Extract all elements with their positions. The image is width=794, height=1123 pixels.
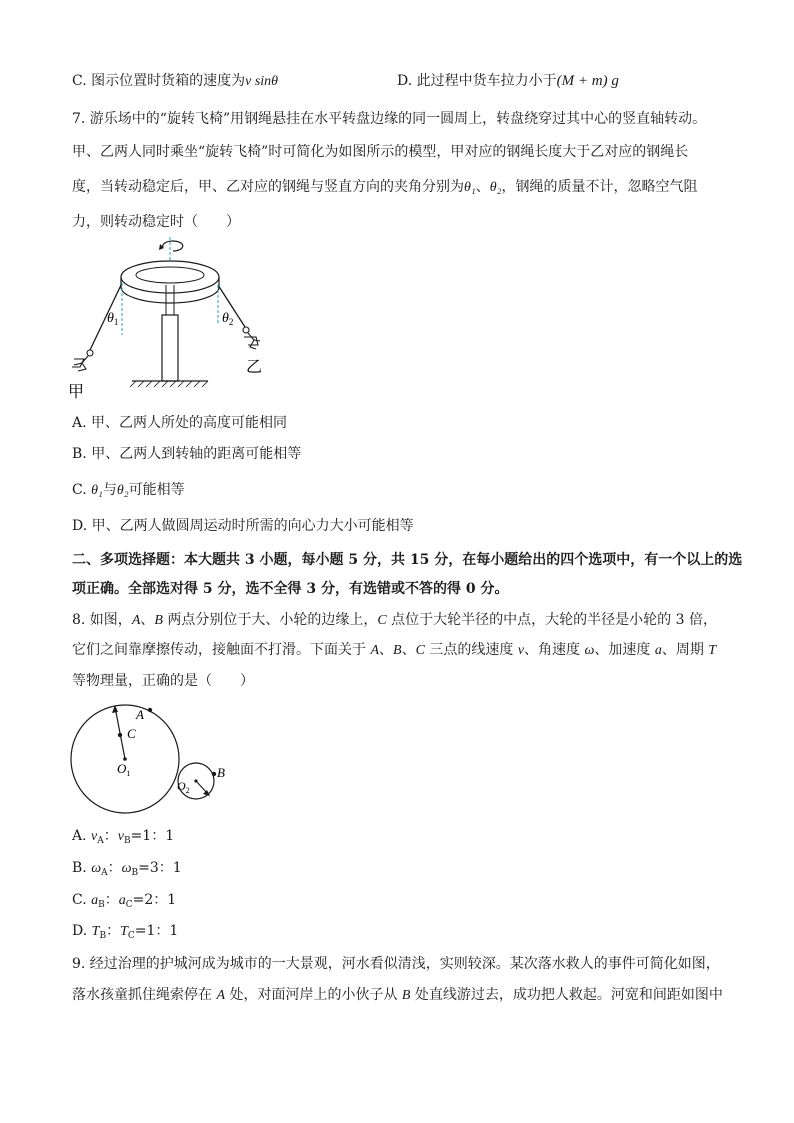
- person-jia-label: 甲: [68, 384, 85, 401]
- theta1-label: $\theta_1$: [107, 311, 119, 327]
- q8-option-a: A. $v_A$：$v_B=1$：1: [72, 828, 175, 846]
- q7-theta2: θ₂: [489, 180, 502, 195]
- section2-header-line-1: 二、多项选择题：本大题共 3 小题，每小题 5 分，共 15 分，在每小题给出的四个选项中，有一个以上的选: [72, 552, 743, 568]
- theta2-label: $\theta_2$: [222, 311, 234, 327]
- person-yi-icon: [243, 327, 260, 349]
- person-jia-icon: [72, 350, 93, 371]
- q9-stem-line-1: 9. 经过治理的护城河成为城市的一大景观，河水看似清浅，实则较深。某次落水救人的事件可简化如图，: [72, 956, 720, 972]
- rotation-arrow-icon: [163, 241, 183, 251]
- q8-option-b: B. $\omega_A$：$\omega_B=3$：1: [72, 860, 182, 878]
- label-o2: $O_2$: [177, 779, 190, 795]
- q6-option-d: D. 此过程中货车拉力小于(M + m) g: [397, 73, 619, 89]
- point-b: [212, 772, 216, 776]
- q9-stem-line-2: 落水孩童抓住绳索停在 A 处，对面河岸上的小伙子从 B 处直线游过去，成功把人救起。河宽和间距如图中: [72, 987, 723, 1003]
- central-column: [162, 315, 178, 381]
- q7-option-d: D. 甲、乙两人做圆周运动时所需的向心力大小可能相等: [72, 518, 414, 534]
- q7-stem-line-4: 力，则转动稳定时（ ）: [72, 214, 240, 230]
- q8-stem-line-1: 8. 如图，A、B 两点分别位于大、小轮的边缘上，C 点位于大轮半径的中点，大轮的半径是小轮的 3 倍，: [72, 612, 717, 628]
- label-a: A: [136, 707, 144, 722]
- q6-option-c-formula: v sinθ: [245, 74, 279, 89]
- q7-theta1: θ₁: [464, 180, 476, 195]
- person-yi-label: 乙: [246, 359, 263, 376]
- section2-header-line-2: 项正确。全部选对得 5 分，选不全得 3 分，有选错或不答的得 0 分。: [72, 581, 509, 597]
- q7-option-a: A. 甲、乙两人所处的高度可能相同: [72, 415, 288, 431]
- q7-option-b: B. 甲、乙两人到转轴的距离可能相等: [72, 446, 302, 462]
- q8-stem-line-2: 它们之间靠摩擦传动，接触面不打滑。下面关于 A、B、C 三点的线速度 v、角速度 ω、加速度 a、周期 T: [72, 642, 717, 658]
- point-o2: [194, 779, 197, 782]
- q7-stem-line-2: 甲、乙两人同时乘坐“旋转飞椅”时可简化为如图所示的模型，甲对应的钢绳长度大于乙对应的钢绳长: [72, 144, 689, 160]
- q8-option-d: D. $T_B$：$T_C=1$：1: [72, 923, 179, 941]
- label-c: C: [127, 726, 136, 741]
- label-o1: $O_1$: [117, 761, 131, 778]
- point-a: [148, 708, 152, 712]
- label-b: B: [217, 765, 225, 780]
- q7-stem-line-3: 度，当转动稳定后，甲、乙对应的钢绳与竖直方向的夹角分别为θ₁、θ₂，钢绳的质量不计，忽略空气阻: [72, 179, 698, 195]
- q6-option-c: C. 图示位置时货箱的速度为v sinθ: [72, 73, 279, 89]
- q7-stem-line-1: 7. 游乐场中的“旋转飞椅”用钢绳悬挂在水平转盘边缘的同一圆周上，转盘绕穿过其中心的竖直轴转动。: [72, 111, 707, 127]
- q8-stem-line-3: 等物理量，正确的是（ ）: [72, 673, 254, 689]
- point-c: [118, 733, 122, 737]
- q7-figure-swing-ride: [60, 235, 263, 405]
- q8-figure-wheels: [70, 702, 230, 822]
- q8-option-c: C. $a_B$：$a_C=2$：1: [72, 892, 177, 910]
- turntable-outer: [121, 261, 219, 293]
- q6-option-d-formula: (M + m) g: [556, 73, 619, 89]
- q7-option-c: C. θ₁与θ₂可能相等: [72, 482, 185, 498]
